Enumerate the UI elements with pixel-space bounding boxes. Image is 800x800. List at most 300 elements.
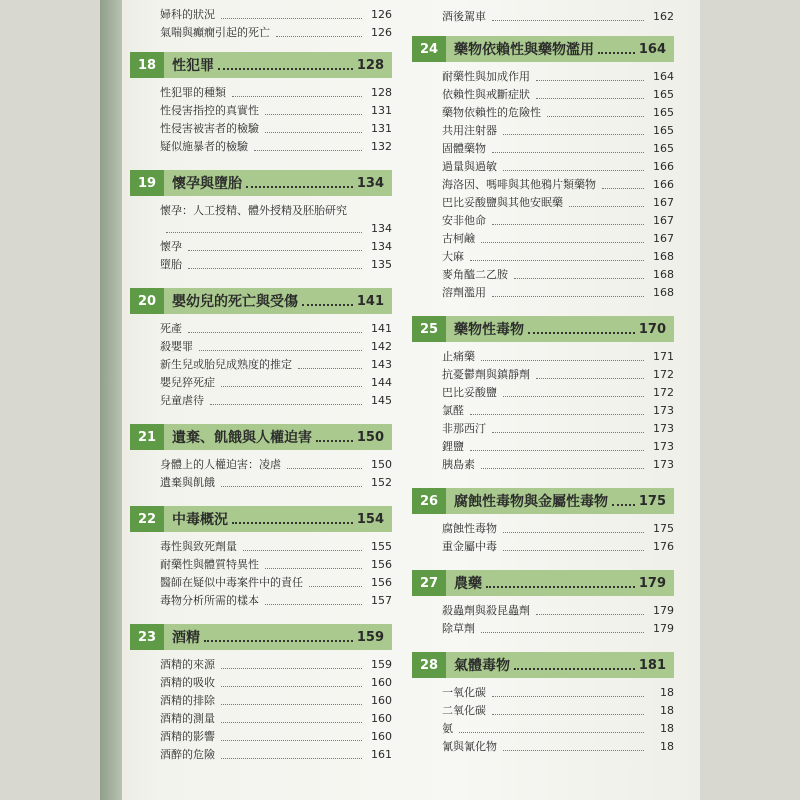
dot-leader [243, 550, 362, 551]
chapter-entries [130, 196, 392, 274]
chapter-title-row [172, 509, 357, 529]
chapter-entries [412, 342, 674, 474]
dot-leader [514, 278, 644, 279]
dot-leader [265, 568, 362, 569]
chapter-number: 25 [412, 316, 446, 342]
toc-entry-page: 156 [371, 576, 392, 589]
dot-leader [612, 496, 635, 506]
toc-entry-page: 164 [653, 70, 674, 83]
toc-entry-page: 126 [371, 8, 392, 21]
toc-entry [442, 212, 674, 230]
chapter-page: 159 [356, 629, 384, 645]
toc-entry-page: 132 [371, 140, 392, 153]
chapter-number: 27 [412, 570, 446, 596]
toc-entry [160, 102, 392, 120]
chapter-title-row [172, 291, 357, 311]
chapter-entries [130, 450, 392, 492]
toc-entry-title: 殺嬰罪 [160, 340, 193, 353]
toc-entry-page: 18 [660, 686, 674, 699]
chapter-title: 中毒概況 [172, 512, 228, 528]
dot-leader [481, 468, 644, 469]
chapter-page: 181 [638, 657, 666, 673]
dot-leader [246, 178, 353, 188]
dot-leader [492, 20, 644, 21]
toc-entry [160, 84, 392, 102]
toc-entry-title: 依賴性與戒斷症狀 [442, 88, 530, 101]
toc-entry [160, 538, 392, 556]
toc-entry-page: 162 [653, 10, 674, 23]
dot-leader [503, 134, 644, 135]
toc-entry [442, 104, 674, 122]
toc-entry-title: 懷孕 [160, 240, 182, 253]
dot-leader [602, 188, 644, 189]
toc-entry-page-row [160, 220, 392, 238]
chapter-title-row [172, 427, 357, 447]
toc-entry-title: 巴比妥酸鹽與其他安眠藥 [442, 196, 563, 209]
toc-entry-title: 酒後駕車 [442, 10, 486, 23]
toc-entry [160, 656, 392, 674]
dot-leader [221, 704, 362, 705]
dot-leader [316, 432, 353, 442]
toc-entry [442, 520, 674, 538]
toc-entry-title: 止痛藥 [442, 350, 475, 363]
toc-entry-page: 160 [371, 694, 392, 707]
dot-leader [276, 36, 362, 37]
toc-entry [160, 256, 392, 274]
chapter-number: 28 [412, 652, 446, 678]
toc-entry-page: 165 [653, 88, 674, 101]
toc-entry-page: 141 [371, 322, 392, 335]
chapter-entries [130, 532, 392, 610]
toc-entry-page: 168 [653, 268, 674, 281]
toc-entry-title: 酒精的影響 [160, 730, 215, 743]
chapter-entries [130, 78, 392, 156]
toc-entry-title: 毒性與致死劑量 [160, 540, 237, 553]
toc-entry [160, 692, 392, 710]
dot-leader [486, 578, 635, 588]
toc-entry-page: 160 [371, 676, 392, 689]
toc-entry [442, 140, 674, 158]
dot-leader [459, 732, 644, 733]
chapter-title: 性犯罪 [172, 58, 214, 74]
toc-entry [442, 702, 674, 720]
toc-entry-title: 性侵害指控的真實性 [160, 104, 259, 117]
toc-entry-page: 173 [653, 422, 674, 435]
toc-entry [442, 122, 674, 140]
toc-entry-title: 醫師在疑似中毒案件中的責任 [160, 576, 303, 589]
chapter-title-row [172, 55, 357, 75]
toc-entry [442, 538, 674, 556]
toc-entry [442, 384, 674, 402]
toc-entry-page: 135 [371, 258, 392, 271]
chapter-section [130, 170, 392, 274]
dot-leader [492, 714, 644, 715]
dot-leader [492, 152, 644, 153]
dot-leader [492, 696, 644, 697]
toc-entry-title: 抗憂鬱劑與鎮靜劑 [442, 368, 530, 381]
toc-entry [442, 348, 674, 366]
toc-entry-title: 溶劑濫用 [442, 286, 486, 299]
chapter-title: 遺棄、飢餓與人權迫害 [172, 430, 312, 446]
dot-leader [221, 668, 362, 669]
chapter-page: 175 [638, 493, 666, 509]
dot-leader [232, 514, 353, 524]
toc-entry-title: 婦科的狀況 [160, 8, 215, 21]
toc-entry [160, 674, 392, 692]
toc-entry [160, 120, 392, 138]
dot-leader [302, 296, 353, 306]
toc-entry-title: 共用注射器 [442, 124, 497, 137]
toc-left-column [130, 6, 392, 778]
toc-entry-title: 性犯罪的種類 [160, 86, 226, 99]
chapter-header [412, 36, 674, 62]
toc-entry-page: 167 [653, 196, 674, 209]
toc-entry-page: 18 [660, 740, 674, 753]
chapter-section [130, 52, 392, 156]
chapter-section [412, 570, 674, 638]
dot-leader [547, 116, 644, 117]
toc-entry-page: 128 [371, 86, 392, 99]
toc-entry-page: 168 [653, 250, 674, 263]
toc-entry [160, 374, 392, 392]
toc-entry [442, 456, 674, 474]
chapter-entries [412, 596, 674, 638]
dot-leader [492, 432, 644, 433]
toc-entry-page: 165 [653, 142, 674, 155]
toc-entry [442, 402, 674, 420]
toc-entry-title: 兒童虐待 [160, 394, 204, 407]
dot-leader [309, 586, 362, 587]
chapter-title: 嬰幼兒的死亡與受傷 [172, 294, 298, 310]
chapter-header [130, 506, 392, 532]
toc-entry [160, 238, 392, 256]
toc-entry-page: 134 [371, 222, 392, 235]
toc-entry-page: 126 [371, 26, 392, 39]
chapter-page: 170 [638, 321, 666, 337]
toc-entry [160, 320, 392, 338]
chapter-title: 懷孕與墮胎 [172, 176, 242, 192]
toc-entry-title: 過量與過敏 [442, 160, 497, 173]
dot-leader [503, 550, 644, 551]
chapter-page: 141 [356, 293, 384, 309]
toc-entry [442, 602, 674, 620]
dot-leader [221, 686, 362, 687]
toc-entry-page: 134 [371, 240, 392, 253]
chapter-number: 18 [130, 52, 164, 78]
chapter-page: 154 [356, 511, 384, 527]
toc-entry-title: 酒精的來源 [160, 658, 215, 671]
dot-leader [188, 268, 362, 269]
toc-entry-title: 耐藥性與體質特異性 [160, 558, 259, 571]
dot-leader [221, 386, 362, 387]
toc-entry [442, 230, 674, 248]
toc-entry [442, 284, 674, 302]
toc-entry-page: 156 [371, 558, 392, 571]
dot-leader [188, 250, 362, 251]
chapter-title-row [172, 627, 357, 647]
chapter-header [130, 624, 392, 650]
dot-leader [536, 378, 644, 379]
dot-leader [503, 532, 644, 533]
toc-entry-page: 179 [653, 604, 674, 617]
toc-entry [442, 68, 674, 86]
toc-continued-entries [412, 8, 674, 26]
toc-entry-page: 166 [653, 178, 674, 191]
toc-entry-page: 150 [371, 458, 392, 471]
toc-entry-page: 171 [653, 350, 674, 363]
dot-leader [481, 360, 644, 361]
dot-leader [221, 722, 362, 723]
chapter-title: 酒精 [172, 630, 200, 646]
toc-entry-page: 173 [653, 404, 674, 417]
dot-leader [221, 486, 362, 487]
toc-entry-page: 173 [653, 458, 674, 471]
toc-entry [442, 738, 674, 756]
toc-entry [160, 138, 392, 156]
toc-entry-title: 酒精的排除 [160, 694, 215, 707]
toc-entry-title: 身體上的人權迫害：凌虐 [160, 458, 281, 471]
toc-entry-title: 非那西汀 [442, 422, 486, 435]
dot-leader [254, 150, 362, 151]
dot-leader [218, 60, 353, 70]
chapter-title-row [454, 39, 639, 59]
toc-entry-page: 175 [653, 522, 674, 535]
dot-leader [528, 324, 635, 334]
toc-entry-title: 酒精的吸收 [160, 676, 215, 689]
dot-leader [166, 232, 362, 233]
toc-entry-page: 168 [653, 286, 674, 299]
book-page [100, 0, 700, 800]
toc-entry [160, 592, 392, 610]
dot-leader [470, 260, 644, 261]
chapter-number: 23 [130, 624, 164, 650]
toc-entry [442, 266, 674, 284]
toc-entry-title: 氣喘與癲癇引起的死亡 [160, 26, 270, 39]
toc-entry-page: 145 [371, 394, 392, 407]
dot-leader [470, 450, 644, 451]
toc-entry [442, 176, 674, 194]
toc-entry [442, 194, 674, 212]
toc-entry-page: 161 [371, 748, 392, 761]
chapter-title-row [454, 573, 639, 593]
chapter-header [412, 316, 674, 342]
toc-entry-page: 165 [653, 124, 674, 137]
chapter-title-row [172, 173, 357, 193]
dot-leader [265, 132, 362, 133]
dot-leader [481, 242, 644, 243]
dot-leader [492, 296, 644, 297]
toc-entry-page: 160 [371, 712, 392, 725]
toc-entry [160, 338, 392, 356]
dot-leader [199, 350, 362, 351]
toc-entry-page: 166 [653, 160, 674, 173]
toc-entry-title: 藥物依賴性的危險性 [442, 106, 541, 119]
toc-entry [160, 6, 392, 24]
toc-entry-title: 二氧化碳 [442, 704, 486, 717]
chapter-number: 19 [130, 170, 164, 196]
chapter-number: 24 [412, 36, 446, 62]
toc-entry-title: 新生兒或胎兒成熟度的推定 [160, 358, 292, 371]
chapter-number: 21 [130, 424, 164, 450]
dot-leader [536, 614, 644, 615]
toc-entry-title: 大麻 [442, 250, 464, 263]
toc-entry-title: 毒物分析所需的樣本 [160, 594, 259, 607]
toc-entry-title: 巴比妥酸鹽 [442, 386, 497, 399]
chapter-section [412, 488, 674, 556]
chapter-title-row [454, 319, 639, 339]
toc-entry-page: 159 [371, 658, 392, 671]
toc-entry-title: 一氧化碳 [442, 686, 486, 699]
chapter-section [130, 424, 392, 492]
toc-entry [442, 684, 674, 702]
chapter-header [412, 570, 674, 596]
chapter-section [412, 36, 674, 302]
dot-leader [536, 80, 644, 81]
chapter-number: 22 [130, 506, 164, 532]
toc-entry-page: 144 [371, 376, 392, 389]
dot-leader [536, 98, 644, 99]
chapter-title-row [454, 655, 639, 675]
chapter-number: 26 [412, 488, 446, 514]
chapter-page: 128 [356, 57, 384, 73]
dot-leader [221, 740, 362, 741]
toc-entry-title: 性侵害被害者的檢驗 [160, 122, 259, 135]
chapter-title: 藥物性毒物 [454, 322, 524, 338]
chapter-entries [130, 314, 392, 410]
toc-entry [160, 710, 392, 728]
toc-entry [160, 474, 392, 492]
chapter-entries [412, 514, 674, 556]
toc-right-column [412, 8, 674, 770]
chapter-entries [412, 62, 674, 302]
chapter-section [130, 506, 392, 610]
chapter-section [412, 652, 674, 756]
chapter-header [130, 170, 392, 196]
chapter-section [130, 288, 392, 410]
toc-entry-title: 氨 [442, 722, 453, 735]
toc-entry-page: 165 [653, 106, 674, 119]
dot-leader [265, 114, 362, 115]
toc-entry-title: 耐藥性與加成作用 [442, 70, 530, 83]
toc-entry-title: 氰與氰化物 [442, 740, 497, 753]
toc-entry-title: 固體藥物 [442, 142, 486, 155]
toc-entry-page: 160 [371, 730, 392, 743]
toc-entry-title: 古柯鹼 [442, 232, 475, 245]
toc-entry-page: 152 [371, 476, 392, 489]
toc-entry-page: 131 [371, 104, 392, 117]
toc-entry [442, 248, 674, 266]
toc-entry-page: 157 [371, 594, 392, 607]
toc-entry-title: 懷孕：人工授精、體外授精及胚胎研究 [160, 204, 347, 217]
chapter-title-row [454, 491, 639, 511]
chapter-number: 20 [130, 288, 164, 314]
chapter-page: 164 [638, 41, 666, 57]
chapter-header [412, 488, 674, 514]
toc-entry-page: 176 [653, 540, 674, 553]
chapter-title: 氣體毒物 [454, 658, 510, 674]
toc-continued-entries [130, 6, 392, 42]
chapter-section [412, 316, 674, 474]
toc-entry-title: 嬰兒猝死症 [160, 376, 215, 389]
dot-leader [492, 224, 644, 225]
toc-entry [442, 366, 674, 384]
dot-leader [221, 18, 362, 19]
toc-entry [160, 728, 392, 746]
dot-leader [204, 632, 353, 642]
dot-leader [598, 44, 635, 54]
dot-leader [232, 96, 362, 97]
chapter-page: 179 [638, 575, 666, 591]
toc-entry-page: 143 [371, 358, 392, 371]
toc-entry-title: 酒精的測量 [160, 712, 215, 725]
toc-entry [442, 720, 674, 738]
toc-entry-title: 遺棄與飢餓 [160, 476, 215, 489]
chapter-page: 134 [356, 175, 384, 191]
toc-entry-title: 麥角醯二乙胺 [442, 268, 508, 281]
chapter-section [130, 624, 392, 764]
dot-leader [265, 604, 362, 605]
toc-entry-title: 鋰鹽 [442, 440, 464, 453]
toc-entry [442, 8, 674, 26]
chapter-title: 農藥 [454, 576, 482, 592]
toc-entry [160, 746, 392, 764]
dot-leader [287, 468, 362, 469]
dot-leader [188, 332, 362, 333]
toc-entry-page: 172 [653, 368, 674, 381]
toc-entry-page: 18 [660, 722, 674, 735]
toc-entry [160, 356, 392, 374]
chapter-header [130, 52, 392, 78]
dot-leader [503, 396, 644, 397]
dot-leader [221, 758, 362, 759]
toc-entry-title: 死產 [160, 322, 182, 335]
toc-entry-title: 海洛因、嗎啡與其他鴉片類藥物 [442, 178, 596, 191]
toc-entry [442, 438, 674, 456]
toc-entry [442, 158, 674, 176]
toc-entry-page: 167 [653, 232, 674, 245]
toc-entry-title: 胰島素 [442, 458, 475, 471]
toc-entry-wrapped [160, 202, 392, 238]
toc-entry-page: 179 [653, 622, 674, 635]
toc-entry-page: 142 [371, 340, 392, 353]
toc-entry [442, 86, 674, 104]
chapter-page: 150 [356, 429, 384, 445]
toc-entry [160, 392, 392, 410]
toc-entry-title: 氯醛 [442, 404, 464, 417]
toc-entry [442, 620, 674, 638]
toc-entry-title: 腐蝕性毒物 [442, 522, 497, 535]
toc-entry-page: 173 [653, 440, 674, 453]
dot-leader [503, 170, 644, 171]
toc-entry [160, 574, 392, 592]
chapter-header [130, 288, 392, 314]
toc-entry [442, 420, 674, 438]
page-spine [100, 0, 122, 800]
toc-entry-title: 酒醉的危險 [160, 748, 215, 761]
toc-entry [160, 456, 392, 474]
chapter-header [130, 424, 392, 450]
toc-entry [160, 24, 392, 42]
toc-entry-title: 安非他命 [442, 214, 486, 227]
toc-entry-title: 重金屬中毒 [442, 540, 497, 553]
toc-entry-title: 除草劑 [442, 622, 475, 635]
dot-leader [514, 660, 635, 670]
chapter-title: 藥物依賴性與藥物濫用 [454, 42, 594, 58]
toc-entry-page: 155 [371, 540, 392, 553]
toc-entry-page: 172 [653, 386, 674, 399]
dot-leader [481, 632, 644, 633]
toc-entry-page: 131 [371, 122, 392, 135]
